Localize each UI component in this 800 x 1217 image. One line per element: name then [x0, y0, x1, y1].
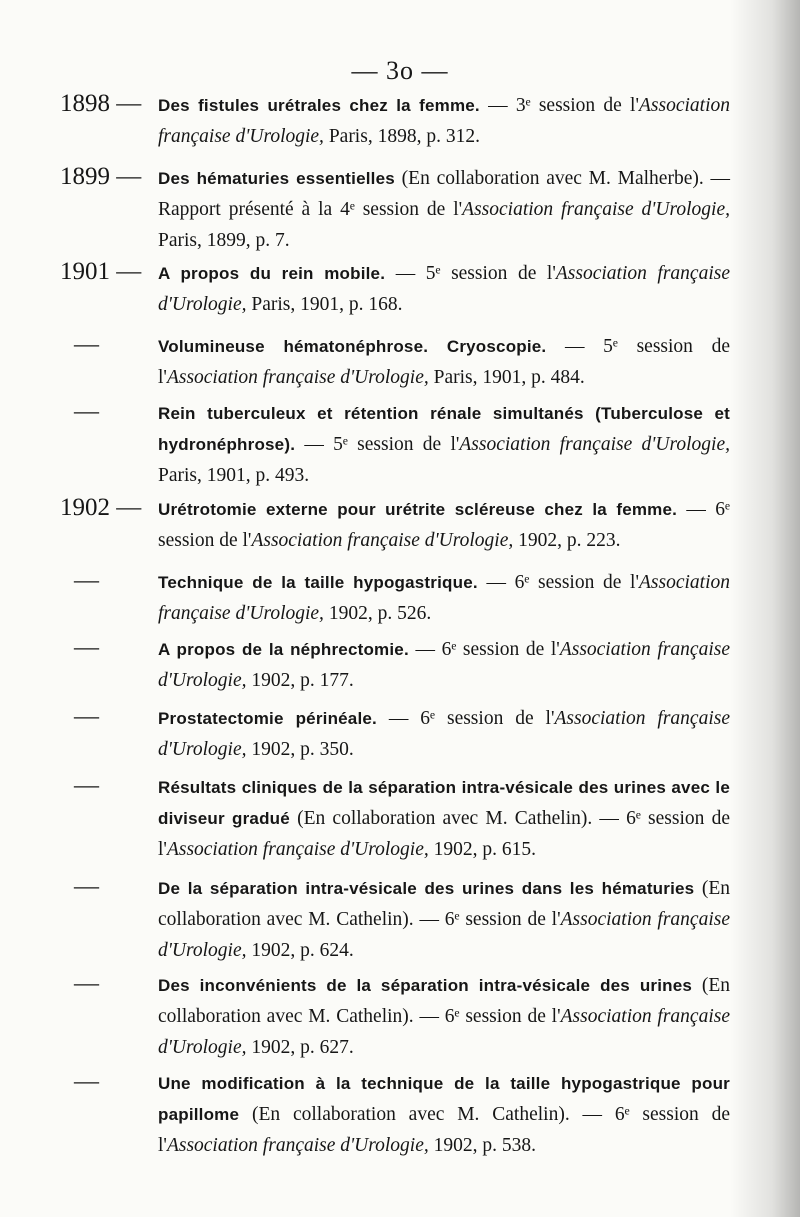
entry-text: [158, 703, 730, 765]
entry-journal: Association française d'Urologie,: [166, 839, 429, 860]
entry-citation-pre: (En collaboration avec M. Cathelin). — 6ᵉ session de l': [158, 1104, 730, 1156]
entry-citation-post: 1902, p. 350.: [246, 739, 354, 760]
entry-citation-post: 1902, p. 177.: [246, 670, 354, 691]
entry-citation-post: Paris, 1899, p. 7.: [158, 230, 290, 251]
entry-title: Volumineuse hématonéphrose. Cryoscopie.: [158, 337, 547, 356]
entry-title: De la séparation intra-vésicale des urines dans les hématuries: [158, 879, 695, 898]
entry-text: [158, 1068, 730, 1161]
entry-citation-post: 1902, p. 538.: [428, 1135, 536, 1156]
entry-text: [158, 567, 730, 629]
entry-journal: Association française d'Urologie,: [462, 199, 730, 220]
entry-journal: Association française d'Urologie,: [158, 95, 730, 147]
entry-title: Technique de la taille hypogastrique.: [158, 573, 478, 592]
entry-title: Des hématuries essentielles: [158, 169, 395, 188]
entry-journal: Association française d'Urologie,: [158, 909, 731, 961]
entry-title: Des inconvénients de la séparation intra-vésicale des urines: [158, 976, 693, 995]
entry-text: [158, 258, 730, 320]
entry-year: —: [74, 703, 99, 730]
entry-title: Des fistules urétrales chez la femme.: [158, 96, 480, 115]
entry-year: 1902 —: [60, 494, 142, 521]
entry-citation-pre: — 5ᵉ session de l': [385, 263, 556, 284]
entry-title: Urétrotomie externe pour urétrite scléreuse chez la femme.: [158, 500, 678, 519]
entry-year: —: [74, 873, 99, 900]
entry-citation-pre: (En collaboration avec M. Cathelin). — 6ᵉ session de l': [158, 878, 730, 930]
entry-title: A propos de la néphrectomie.: [158, 640, 409, 659]
entry-text: [158, 634, 730, 696]
entry-citation-pre: (En collaboration avec M. Cathelin). — 6ᵉ session de l': [158, 808, 730, 860]
entry-citation-pre: — 6ᵉ session de l': [408, 639, 560, 660]
entry-text: [158, 163, 730, 256]
entry-text: [158, 398, 730, 491]
page-number: — 3o —: [351, 56, 449, 85]
entry-citation-pre: — 3ᵉ session de l': [479, 95, 639, 116]
entry-citation-post: 1902, p. 627.: [246, 1037, 354, 1058]
entry-citation-pre: — 6ᵉ session de l': [477, 572, 639, 593]
entry-year: —: [74, 398, 99, 425]
entry-year: 1899 —: [60, 163, 142, 190]
entry-journal: Association française d'Urologie,: [459, 434, 730, 455]
entry-journal: Association française d'Urologie,: [158, 572, 730, 624]
entry-year: —: [74, 1068, 99, 1095]
entry-journal: Association française d'Urologie,: [158, 263, 730, 315]
entry-citation-post: Paris, 1901, p. 168.: [246, 294, 403, 315]
entry-year: 1901 —: [60, 258, 142, 285]
entry-citation-post: Paris, 1901, p. 493.: [158, 465, 310, 486]
entry-journal: Association française d'Urologie,: [158, 708, 730, 760]
entry-year: —: [74, 970, 99, 997]
entry-year: —: [74, 772, 99, 799]
entry-citation-pre: — 5ᵉ session de l': [158, 336, 730, 388]
entry-citation-pre: — 6ᵉ session de l': [376, 708, 555, 729]
entry-journal: Association française d'Urologie,: [166, 367, 429, 388]
entry-year: —: [74, 634, 99, 661]
entry-citation-post: 1902, p. 615.: [428, 839, 536, 860]
entry-citation-post: 1902, p. 624.: [246, 940, 354, 961]
entry-title: Résultats cliniques de la séparation intra-vésicale des urines avec le diviseur gradué: [158, 778, 730, 828]
entry-title: Rein tuberculeux et rétention rénale simultanés (Tuberculose et hydronéphrose).: [158, 404, 730, 454]
entry-citation-post: Paris, 1901, p. 484.: [428, 367, 585, 388]
entry-year: 1898 —: [60, 90, 142, 117]
entry-text: [158, 970, 730, 1063]
entry-citation-pre: (En collaboration avec M. Malherbe). — Rapport présenté à la 4ᵉ session de l': [158, 168, 730, 220]
entry-title: Une modification à la technique de la taille hypogastrique pour papillome: [158, 1074, 730, 1124]
entry-journal: Association française d'Urologie,: [158, 1006, 731, 1058]
entry-title: A propos du rein mobile.: [158, 264, 386, 283]
entry-journal: Association française d'Urologie,: [158, 639, 730, 691]
entry-citation-pre: — 6ᵉ session de l': [158, 499, 730, 551]
entry-year: —: [74, 567, 99, 594]
page-edge-shadow: [730, 0, 800, 1217]
entry-year: —: [74, 331, 99, 358]
entry-citation-post: 1902, p. 526.: [323, 603, 432, 624]
entry-title: Prostatectomie périnéale.: [158, 709, 377, 728]
entry-text: [158, 772, 730, 865]
entry-journal: Association française d'Urologie,: [251, 530, 514, 551]
entry-citation-pre: (En collaboration avec M. Cathelin). — 6ᵉ session de l': [158, 975, 730, 1027]
entry-citation-post: 1902, p. 223.: [513, 530, 621, 551]
entry-text: [158, 494, 730, 556]
entry-text: [158, 90, 730, 152]
entry-citation-pre: — 5ᵉ session de l': [295, 434, 460, 455]
entry-text: [158, 873, 730, 966]
entry-journal: Association française d'Urologie,: [166, 1135, 429, 1156]
entry-text: [158, 331, 730, 393]
entry-citation-post: Paris, 1898, p. 312.: [323, 126, 480, 147]
